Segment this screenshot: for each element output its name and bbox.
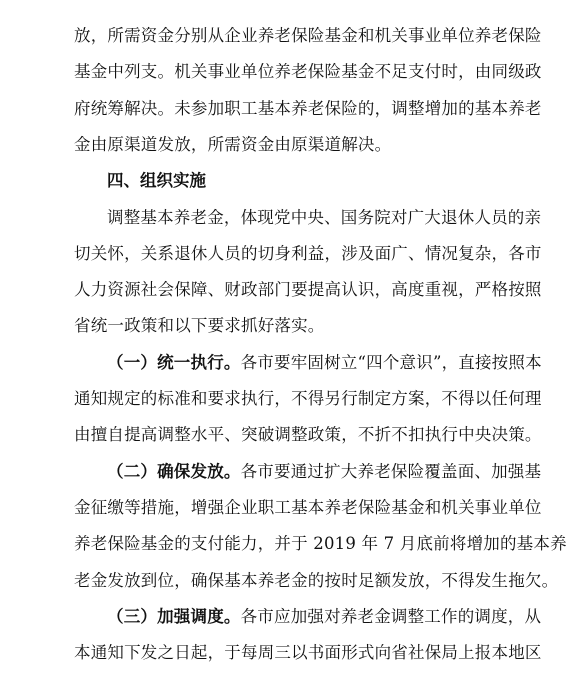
item-first-line — [107, 600, 542, 634]
item-first-line — [107, 346, 542, 380]
item-lead-text: 各市应加强对养老金调整工作的调度，从 — [240, 607, 542, 626]
paragraph-line: 省统一政策和以下要求抓好落实。 — [74, 316, 325, 335]
paragraph-line: 通知规定的标准和要求执行，不得另行制定方案，不得以任何理 — [74, 389, 542, 408]
paragraph-line: 基金中列支。机关事业单位养老保险基金不足支付时，由同级政 — [74, 62, 542, 81]
paragraph-line: 老金发放到位，确保基本养老金的按时足额发放，不得发生拖欠。 — [74, 571, 559, 590]
paragraph-line: 金由原渠道发放，所需资金由原渠道解决。 — [74, 135, 392, 154]
item-lead-text: 各市要牢固树立“四个意识”，直接按照本 — [240, 353, 542, 372]
paragraph-line: 人力资源社会保障、财政部门要提高认识，高度重视，严格按照 — [74, 280, 542, 299]
item-title: （三）加强调度。 — [107, 607, 241, 626]
paragraph-line: 金征缴等措施，增强企业职工基本养老保险基金和机关事业单位 — [74, 498, 542, 517]
item-title: （二）确保发放。 — [107, 462, 241, 481]
paragraph-line: 切关怀，关系退休人员的切身利益，涉及面广、情况复杂，各市 — [74, 244, 542, 263]
item-title: （一）统一执行。 — [107, 353, 241, 372]
paragraph-line: 府统筹解决。未参加职工基本养老保险的，调整增加的基本养老 — [74, 99, 542, 118]
paragraph-line: 放，所需资金分别从企业养老保险基金和机关事业单位养老保险 — [74, 26, 542, 45]
item-first-line — [107, 455, 542, 489]
paragraph-line: 养老保险基金的支付能力，并于 2019 年 7 月底前将增加的基本养 — [74, 534, 567, 553]
paragraph-line: 调整基本养老金，体现党中央、国务院对广大退休人员的亲 — [107, 208, 542, 227]
item-lead-text: 各市要通过扩大养老保险覆盖面、加强基 — [240, 462, 542, 481]
paragraph-line: 本通知下发之日起，于每周三以书面形式向省社保局上报本地区 — [74, 643, 542, 662]
paragraph-line: 由擅自提高调整水平、突破调整政策，不折不扣执行中央决策。 — [74, 425, 542, 444]
section-heading: 四、组织实施 — [107, 171, 206, 190]
